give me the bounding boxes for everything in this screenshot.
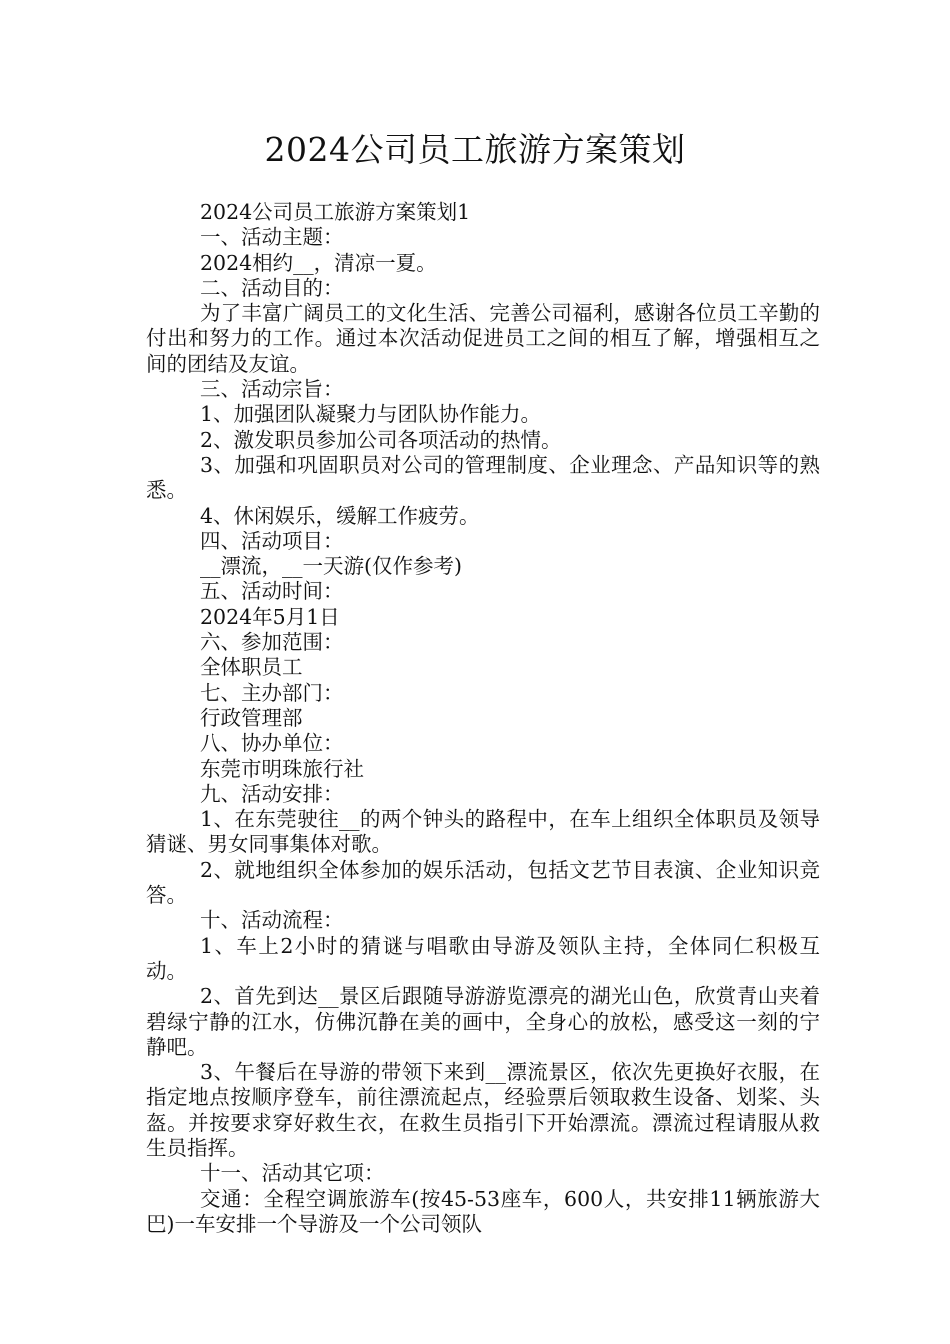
document-paragraph: 交通：全程空调旅游车(按45-53座车，600人，共安排11辆旅游大巴)一车安排一个导游及一个公司领队: [146, 1186, 820, 1236]
document-paragraph: 1、加强团队凝聚力与团队协作能力。: [200, 402, 542, 427]
document-paragraph: 六、参加范围：: [200, 630, 344, 655]
document-paragraph: 2024年5月1日: [200, 604, 340, 629]
document-paragraph: 2024相约__，清凉一夏。: [200, 250, 437, 275]
document-paragraph: 为了丰富广阔员工的文化生活、完善公司福利，感谢各位员工辛勤的付出和努力的工作。通过本次活动促进员工之间的相互了解，增强相互之间的团结及友谊。: [146, 301, 820, 376]
document-paragraph: __漂流，__一天游(仅作参考): [200, 554, 462, 579]
document-paragraph: 东莞市明珠旅行社: [200, 756, 364, 781]
document-paragraph: 1、车上2小时的猜谜与唱歌由导游及领队主持，全体同仁积极互动。: [146, 933, 820, 983]
document-paragraph: 2、激发职员参加公司各项活动的热情。: [200, 427, 562, 452]
document-paragraph: 八、协办单位：: [200, 731, 344, 756]
document-paragraph: 2、首先到达__景区后跟随导游游览漂亮的湖光山色，欣赏青山夹着碧绿宁静的江水，仿佛沉静在美的画中，全身心的放松，感受这一刻的宁静吧。: [146, 984, 820, 1059]
document-paragraph: 一、活动主题：: [200, 225, 344, 250]
document-paragraph: 2、就地组织全体参加的娱乐活动，包括文艺节目表演、企业知识竞答。: [146, 857, 820, 908]
document-paragraph: 4、休闲娱乐，缓解工作疲劳。: [200, 503, 480, 528]
document-paragraph: 二、活动目的：: [200, 275, 344, 300]
document-paragraph: 十、活动流程：: [200, 908, 344, 933]
document-paragraph: 全体职员工: [200, 655, 303, 680]
document-paragraph: 三、活动宗旨：: [200, 377, 344, 402]
document-title: 2024公司员工旅游方案策划: [264, 130, 686, 169]
document-paragraph: 2024公司员工旅游方案策划1: [200, 200, 471, 224]
document-paragraph: 3、加强和巩固职员对公司的管理制度、企业理念、产品知识等的熟悉。: [146, 452, 820, 503]
document-paragraph: 十一、活动其它项：: [200, 1161, 385, 1186]
document-paragraph: 1、在东莞驶往__的两个钟头的路程中，在车上组织全体职员及领导猜谜、男女同事集体对歌。: [146, 807, 820, 857]
document-paragraph: 五、活动时间：: [200, 579, 344, 604]
document-paragraph: 3、午餐后在导游的带领下来到__漂流景区，依次先更换好衣服，在指定地点按顺序登车，前往漂流起点，经验票后领取救生设备、划桨、头盔。并按要求穿好救生衣，在救生员指引下开始漂流。漂流过程请服从救生员指挥。: [146, 1060, 820, 1160]
document-body: [146, 200, 820, 1237]
document-paragraph: 七、主办部门：: [200, 680, 344, 705]
document-paragraph: 九、活动安排：: [200, 781, 344, 806]
document-paragraph: 四、活动项目：: [200, 528, 344, 553]
document-paragraph: 行政管理部: [200, 705, 303, 730]
